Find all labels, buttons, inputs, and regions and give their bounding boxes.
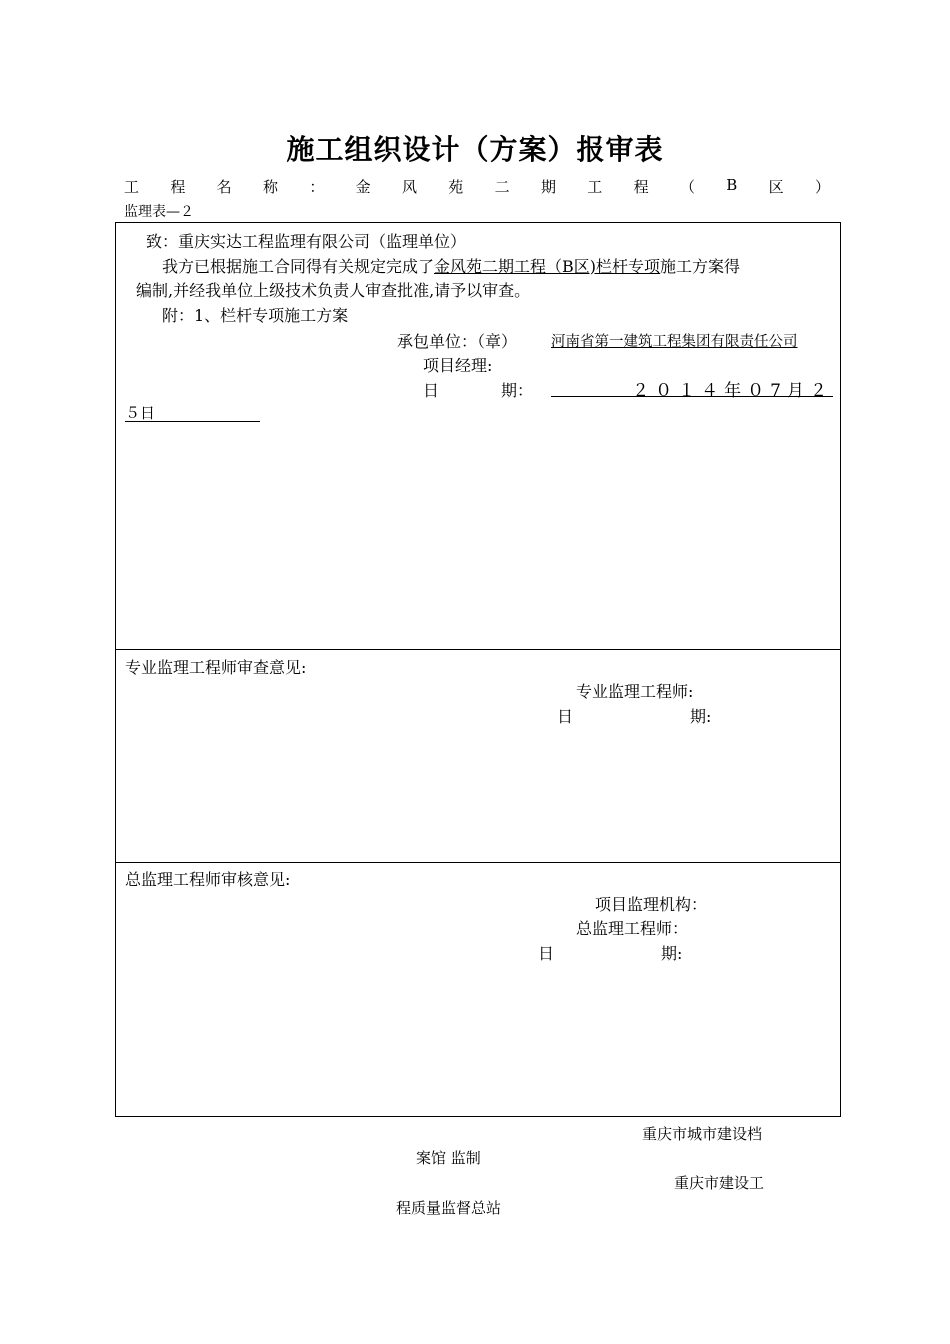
attachment: 附：1、栏杆专项施工方案 [162,306,349,325]
date-label-day: 日 [423,381,440,400]
project-char: 名 [216,178,232,196]
date-value: ２０１４年０7月２ [632,381,833,401]
row-divider [116,862,840,863]
project-char: 苑 [448,178,464,196]
submission-statement [162,254,740,277]
date-label-qi: 期： [501,381,534,400]
project-char: 风 [401,178,417,196]
project-scope: 金风苑二期工程（B区)栏杆专项 [434,257,661,276]
supervision-org-label: 项目监理机构： [595,895,708,914]
project-char: 工 [587,178,603,196]
project-char: 二 [494,178,510,196]
addressee: 致：重庆实达工程监理有限公司（监理单位） [146,232,467,251]
project-char: 程 [170,178,186,196]
contractor-name: 河南省第一建筑工程集团有限责任公司 [551,334,798,350]
chief-review-heading: 总监理工程师审核意见: [125,870,291,889]
project-manager-label: 项目经理: [423,356,493,375]
project-char: B [726,176,738,194]
date-value-line [551,376,833,401]
project-char: ： [309,178,325,196]
statement-text: 我方已根据施工合同得有关规定完成了 [162,257,435,276]
project-name-line [124,176,830,197]
specialist-engineer-label: 专业监理工程师: [576,682,694,701]
chief-date-day: 日 [538,944,555,963]
project-char: 称 [262,178,278,196]
statement-text: 施工方案得 [660,257,741,276]
project-char: 期 [540,178,556,196]
chief-date-qi: 期: [661,944,683,963]
specialist-date-qi: 期: [690,707,712,726]
date-value-continued: ５日 [125,404,156,422]
specialist-date-day: 日 [557,707,574,726]
footer-issuer-1-cont: 案馆 监制 [416,1149,481,1167]
project-char: ） [814,178,830,196]
row-divider [116,649,840,650]
review-form-table [115,222,841,1117]
footer-issuer-2-cont: 程质量监督总站 [396,1199,502,1217]
specialist-review-heading: 专业监理工程师审查意见: [125,658,307,677]
project-char: （ [679,178,695,196]
project-char: 程 [633,178,649,196]
project-char: 工 [124,178,140,196]
page-title: 施工组织设计（方案）报审表 [286,133,664,166]
contractor-label: 承包单位：（章） [397,332,518,351]
footer-issuer-1: 重庆市城市建设档 [642,1125,763,1143]
submission-statement-line2: 编制,并经我单位上级技术负责人审查批准,请予以审查。 [136,281,531,300]
footer-issuer-2: 重庆市建设工 [674,1174,765,1192]
date-value-continued-line [125,401,260,422]
chief-engineer-label: 总监理工程师： [576,919,689,938]
project-char: 区 [768,178,784,196]
form-number: 监理表—２ [124,204,194,220]
project-char: 金 [355,178,371,196]
